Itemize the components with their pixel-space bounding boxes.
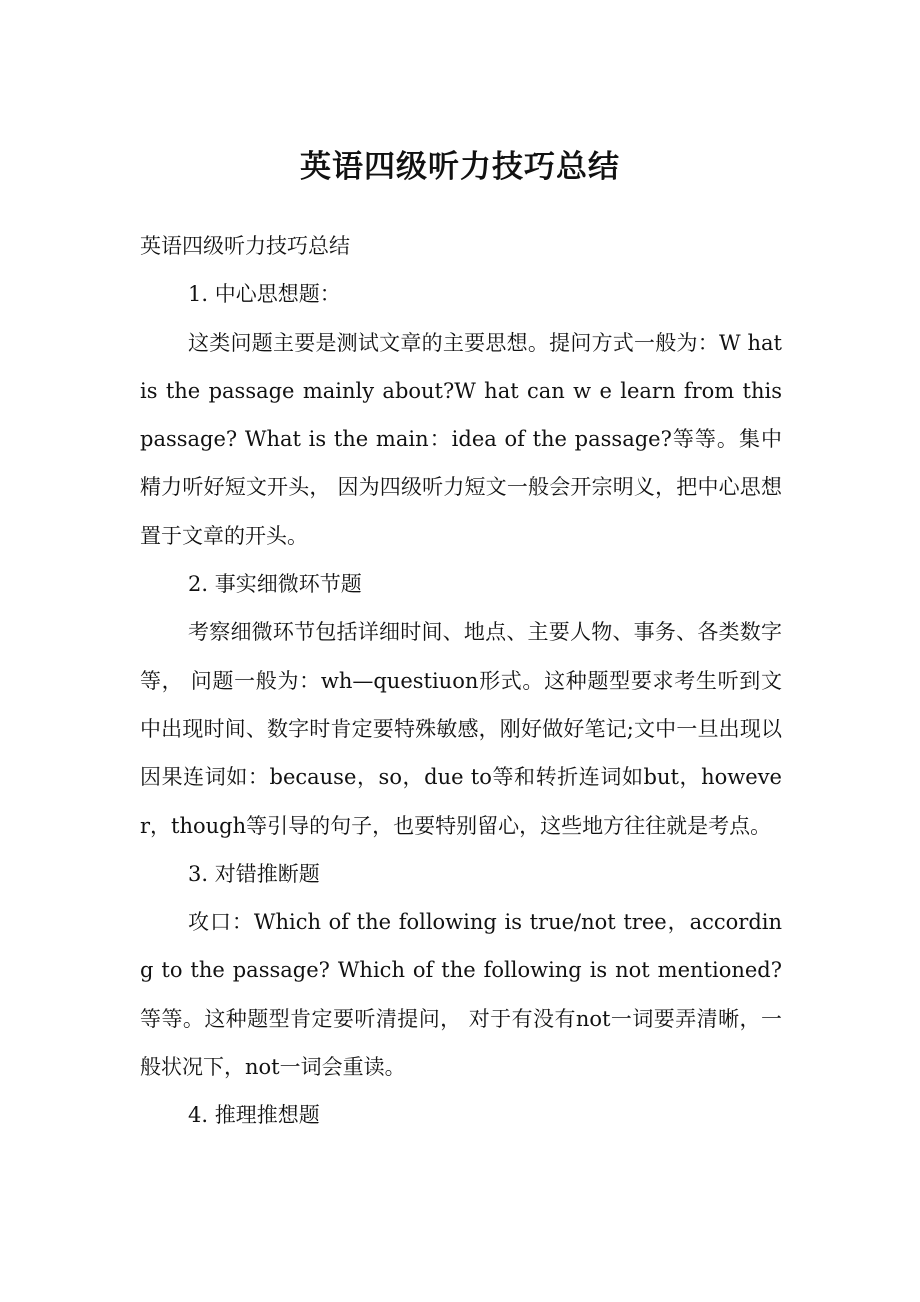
section-paragraph-2: 考察细微环节包括详细时间、地点、主要人物、事务、各类数字等， 问题一般为：wh—questiuon形式。这种题型要求考生听到文中出现时间、数字时肯定要特殊敏感，刚好做好笔记;文中一旦出现以因果连词如：because，so，due to等和转折连词如but，however，though等引导的句子，也要特别留心，这些地方往往就是考点。: [140, 620, 782, 838]
section-heading-2: 2. 事实细微环节题: [188, 572, 362, 597]
section-heading-1: 1. 中心思想题：: [188, 282, 341, 307]
document-title: 英语四级听力技巧总结: [300, 149, 620, 185]
section-heading-4: 4. 推理推想题: [188, 1103, 320, 1128]
section-heading-3: 3. 对错推断题: [188, 861, 320, 886]
document-body: [140, 222, 782, 1140]
section-paragraph-3: 攻口：Which of the following is true/not tree，according to the passage? Which of the following is not mentioned?等等。这种题型肯定要听清提问， 对于有没有not一词要弄清晰，一般状况下，not一词会重读。: [140, 910, 782, 1080]
section-paragraph-1: 这类问题主要是测试文章的主要思想。提问方式一般为：W hat is the passage mainly about?W hat can w e learn from this passage? What is the main：idea of the passage?等等。集中精力听好短文开头， 因为四级听力短文一般会开宗明义，把中心思想置于文章的开头。: [140, 330, 782, 548]
intro-heading: 英语四级听力技巧总结: [140, 234, 350, 258]
